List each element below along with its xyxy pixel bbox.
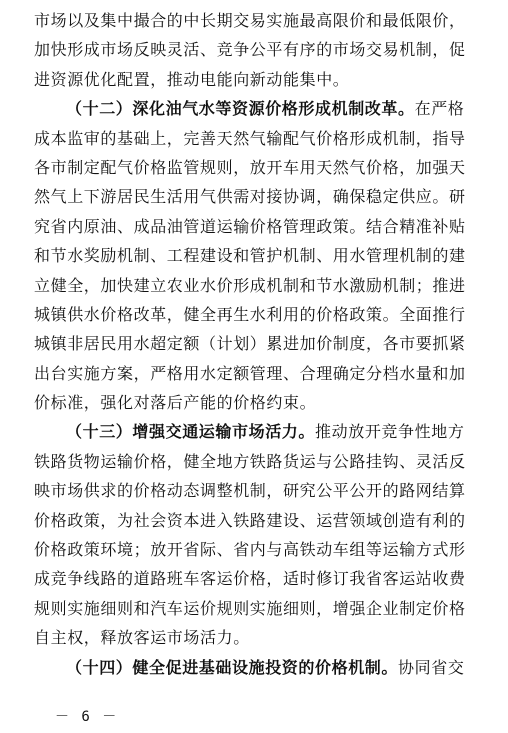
text-line: 价标准，强化对落后产能的价格约束。: [34, 393, 317, 413]
text-line: 立健全，加快建立农业水价形成机制和节水激励机制；推进: [34, 275, 466, 295]
text-line: 和节水奖励机制、工程建设和管护机制、用水管理机制的建: [34, 246, 466, 266]
text-run: 在严格: [414, 99, 465, 119]
section-heading: （十三）增强交通运输市场活力。: [66, 422, 316, 442]
text-line: 价格政策，为社会资本进入铁路建设、运营领域创造有利的: [34, 510, 466, 530]
text-line: 成竞争线路的道路班车客运价格，适时修订我省客运站收费: [34, 569, 466, 589]
section-heading: （十二）深化油气水等资源价格形成机制改革。: [66, 99, 415, 119]
text-line: 加快形成市场反映灵活、竞争公平有序的市场交易机制，促: [34, 40, 466, 60]
text-line: 规则实施细则和汽车运价规则实施细则，增强企业制定价格: [34, 598, 466, 618]
body-text: [34, 6, 474, 682]
text-line: 成本监审的基础上，完善天然气输配气价格形成机制，指导: [34, 128, 466, 148]
text-line: 城镇供水价格改革，健全再生水利用的价格政策。全面推行: [34, 304, 466, 324]
text-line: 究省内原油、成品油管道运输价格管理政策。结合精准补贴: [34, 216, 466, 236]
text-line: 各市制定配气价格监管规则，放开车用天然气价格，加强天: [34, 157, 466, 177]
text-line: 城镇非居民用水超定额（计划）累进加价制度，各市要抓紧: [34, 334, 466, 354]
section-heading-line: [34, 653, 474, 682]
section-heading-line: [34, 417, 474, 446]
text-line: 出台实施方案，严格用水定额管理、合理确定分档水量和加: [34, 363, 466, 383]
text-line: 映市场供求的价格动态调整机制，研究公平公开的路网结算: [34, 481, 466, 501]
text-line: 进资源优化配置，推动电能向新动能集中。: [34, 69, 350, 89]
text-line: 市场以及集中撮合的中长期交易实施最高限价和最低限价，: [34, 11, 466, 30]
text-line: 铁路货物运输价格，健全地方铁路货运与公路挂钩、灵活反: [34, 451, 466, 471]
text-run: 推动放开竞争性地方: [315, 422, 465, 442]
section-heading-line: [34, 94, 474, 123]
page-number: － 6 －: [55, 709, 119, 725]
text-line: 自主权，释放客运市场活力。: [34, 628, 250, 648]
section-heading: （十四）健全促进基础设施投资的价格机制。: [66, 657, 399, 677]
text-line: 价格政策环境；放开省际、省内与高铁动车组等运输方式形: [34, 540, 466, 560]
text-run: 协同省交: [398, 657, 465, 677]
text-line: 然气上下游居民生活用气供需对接协调，确保稳定供应。研: [34, 187, 466, 207]
